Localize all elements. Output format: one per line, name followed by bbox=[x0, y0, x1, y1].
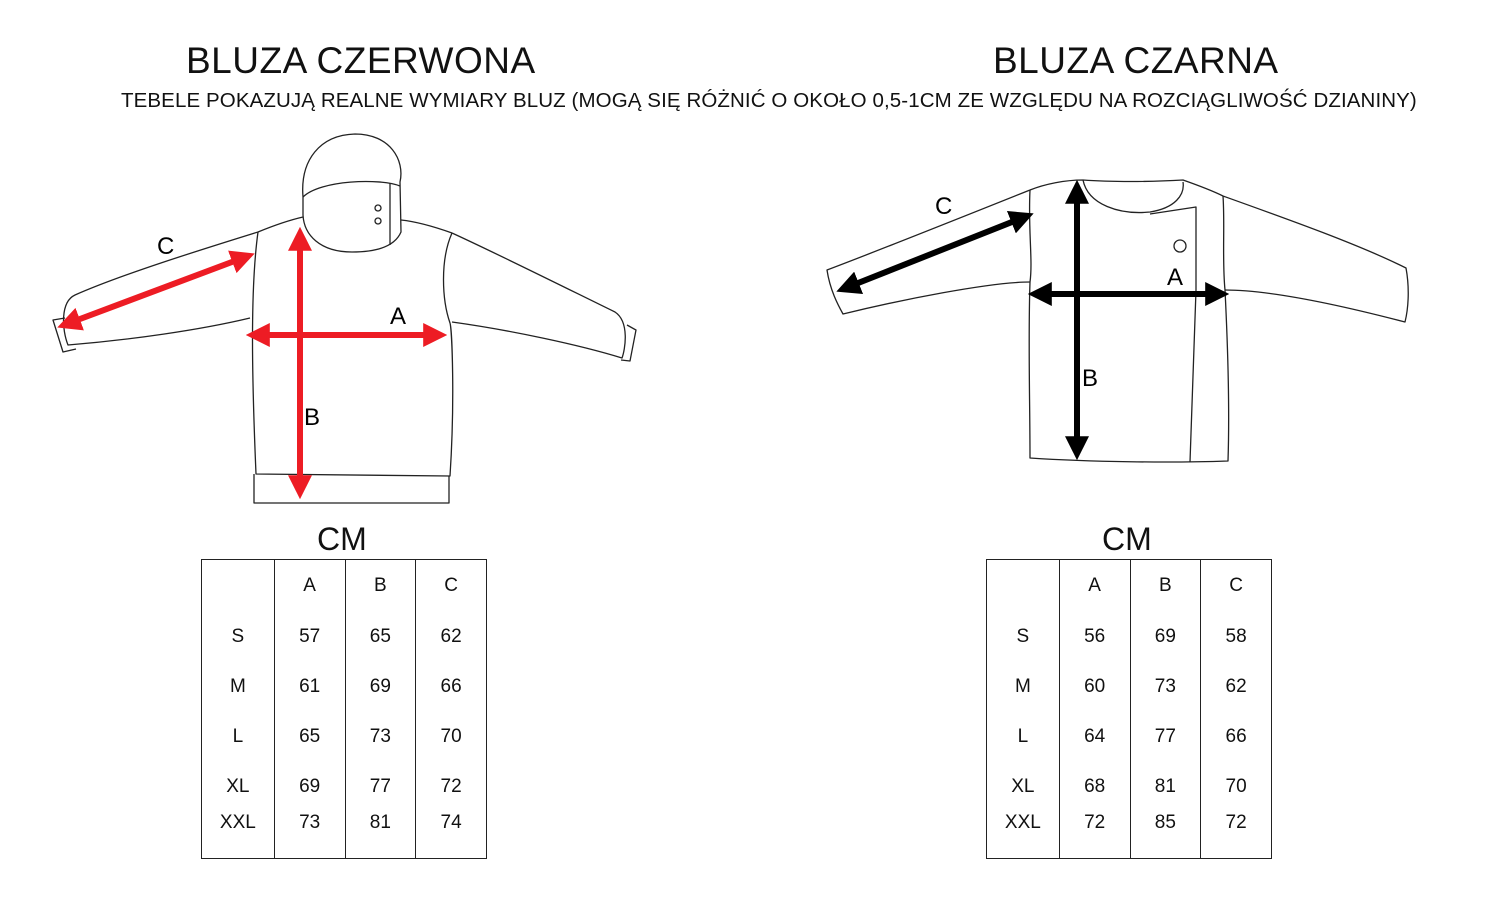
red-hoodie-title: BLUZA CZERWONA bbox=[186, 40, 536, 81]
table-row bbox=[202, 612, 487, 662]
black-label-a: A bbox=[1167, 264, 1184, 291]
red-arrow-c bbox=[64, 256, 248, 325]
table-header-cell bbox=[202, 560, 275, 613]
value-cell: 77 bbox=[1130, 712, 1201, 762]
table-header-cell: C bbox=[1201, 560, 1272, 613]
red-hoodie-outline bbox=[53, 134, 636, 503]
value-cell: 81 bbox=[1130, 762, 1201, 812]
table-row bbox=[202, 662, 487, 712]
value-cell: 69 bbox=[1130, 612, 1201, 662]
table-row bbox=[987, 712, 1272, 762]
value-cell: 64 bbox=[1059, 712, 1130, 762]
value-cell: 58 bbox=[1201, 612, 1272, 662]
size-cell: XL bbox=[202, 762, 275, 812]
value-cell: 65 bbox=[345, 612, 416, 662]
value-cell: 77 bbox=[345, 762, 416, 812]
black-size-table bbox=[986, 559, 1272, 859]
table-row bbox=[202, 712, 487, 762]
table-row bbox=[202, 812, 487, 859]
value-cell: 60 bbox=[1059, 662, 1130, 712]
value-cell: 70 bbox=[1201, 762, 1272, 812]
table-header-row bbox=[987, 560, 1272, 613]
value-cell: 72 bbox=[416, 762, 487, 812]
value-cell: 65 bbox=[274, 712, 345, 762]
value-cell: 70 bbox=[416, 712, 487, 762]
black-sweatshirt-outline bbox=[827, 180, 1408, 462]
red-unit-label: CM bbox=[317, 521, 367, 557]
table-row bbox=[987, 662, 1272, 712]
value-cell: 73 bbox=[274, 812, 345, 859]
value-cell: 72 bbox=[1059, 812, 1130, 859]
measurement-note: TEBELE POKAZUJĄ REALNE WYMIARY BLUZ (MOGĄ SIĘ RÓŻNIĆ O OKOŁO 0,5-1CM ZE WZGLĘDU NA ROZCIĄGLIWOŚĆ DZIANINY) bbox=[121, 89, 1417, 112]
value-cell: 66 bbox=[416, 662, 487, 712]
size-cell: XXL bbox=[202, 812, 275, 859]
red-label-b: B bbox=[304, 404, 321, 431]
size-cell: L bbox=[987, 712, 1060, 762]
table-header-cell: B bbox=[1130, 560, 1201, 613]
size-cell: L bbox=[202, 712, 275, 762]
size-cell: S bbox=[202, 612, 275, 662]
value-cell: 61 bbox=[274, 662, 345, 712]
black-measure-arrows bbox=[843, 187, 1222, 453]
size-cell: M bbox=[987, 662, 1060, 712]
value-cell: 69 bbox=[274, 762, 345, 812]
size-cell: XXL bbox=[987, 812, 1060, 859]
value-cell: 68 bbox=[1059, 762, 1130, 812]
size-cell: XL bbox=[987, 762, 1060, 812]
table-row bbox=[987, 812, 1272, 859]
size-cell: M bbox=[202, 662, 275, 712]
value-cell: 72 bbox=[1201, 812, 1272, 859]
value-cell: 66 bbox=[1201, 712, 1272, 762]
red-label-c: C bbox=[157, 233, 175, 260]
value-cell: 57 bbox=[274, 612, 345, 662]
red-label-a: A bbox=[390, 303, 407, 330]
black-label-c: C bbox=[935, 193, 953, 220]
value-cell: 73 bbox=[1130, 662, 1201, 712]
value-cell: 62 bbox=[416, 612, 487, 662]
table-header-cell: A bbox=[274, 560, 345, 613]
table-header-row bbox=[202, 560, 487, 613]
size-cell: S bbox=[987, 612, 1060, 662]
black-unit-label: CM bbox=[1102, 521, 1152, 557]
value-cell: 56 bbox=[1059, 612, 1130, 662]
table-row bbox=[987, 762, 1272, 812]
table-header-cell: A bbox=[1059, 560, 1130, 613]
value-cell: 69 bbox=[345, 662, 416, 712]
value-cell: 81 bbox=[345, 812, 416, 859]
table-row bbox=[202, 762, 487, 812]
table-header-cell: C bbox=[416, 560, 487, 613]
table-header-cell bbox=[987, 560, 1060, 613]
table-header-cell: B bbox=[345, 560, 416, 613]
black-arrow-c bbox=[843, 216, 1027, 289]
black-label-b: B bbox=[1082, 365, 1099, 392]
table-row bbox=[987, 612, 1272, 662]
red-size-table bbox=[201, 559, 487, 859]
value-cell: 74 bbox=[416, 812, 487, 859]
value-cell: 62 bbox=[1201, 662, 1272, 712]
black-hoodie-title: BLUZA CZARNA bbox=[993, 40, 1279, 81]
red-measure-arrows bbox=[64, 234, 440, 492]
value-cell: 85 bbox=[1130, 812, 1201, 859]
value-cell: 73 bbox=[345, 712, 416, 762]
